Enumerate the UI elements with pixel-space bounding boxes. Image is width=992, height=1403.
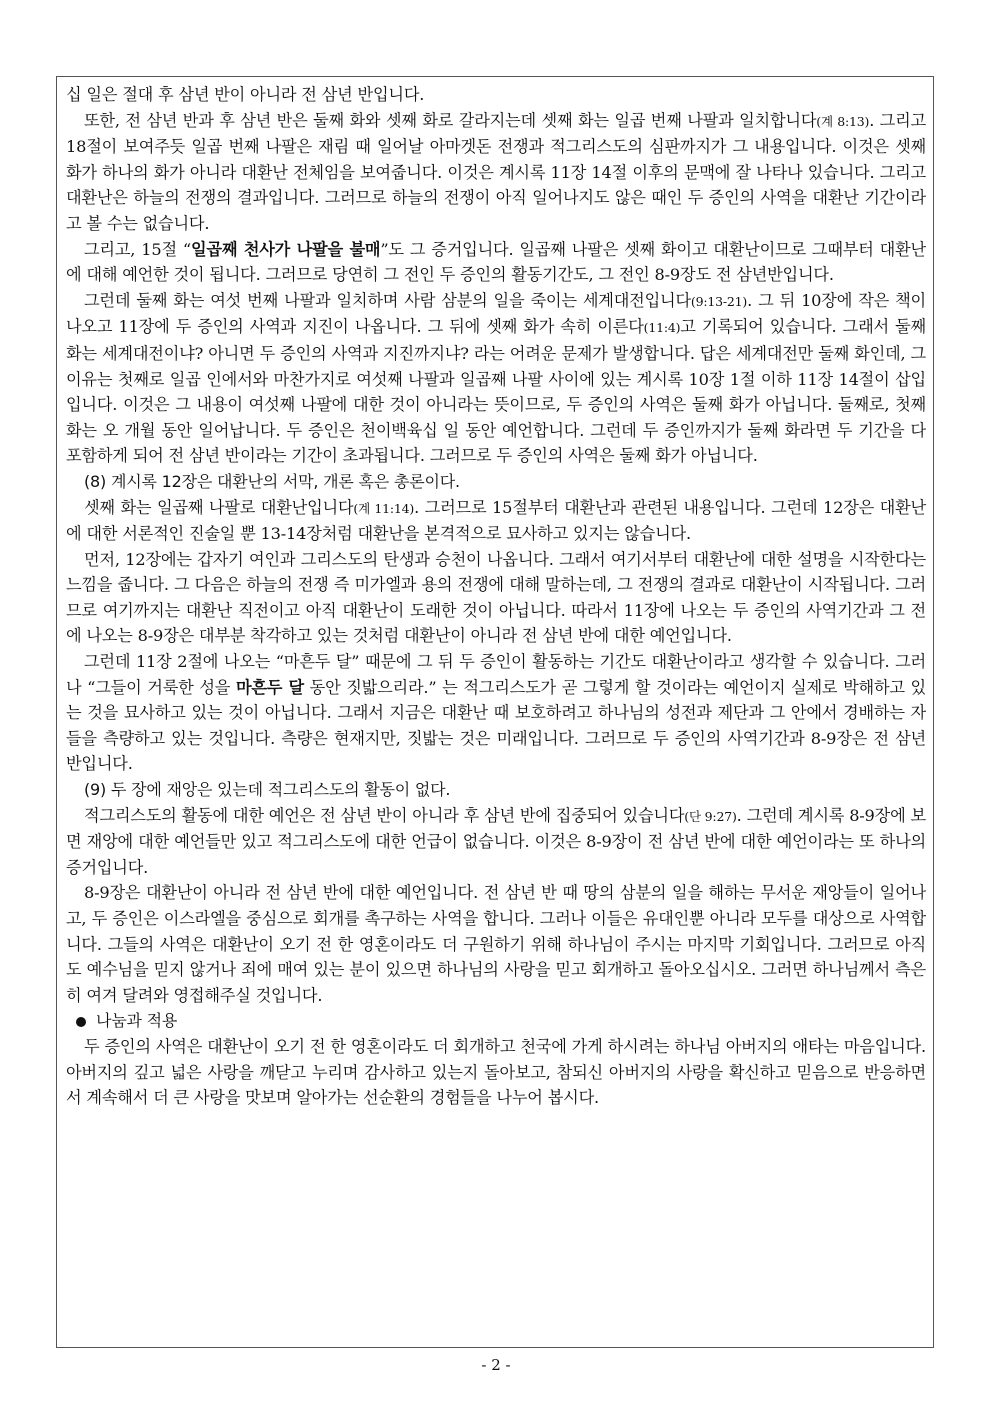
paragraph-text: ”도 그 증거입니다. 일곱째 나팔은 셋째 화이고 대환난이므로 그때부터 대환난에 대해 예언한 것이 됩니다. 그러므로 당연히 그 전인 두 증인의 활동기간도, 그 전인 8-9장도 전 삼년반입니다. [66, 239, 926, 285]
paragraph-text: 두 증인의 사역은 대환난이 오기 전 한 영혼이라도 더 회개하고 천국에 가게 하시려는 하나님 아버지의 애타는 마음입니다. 아버지의 깊고 넓은 사랑을 깨닫고 누리며 감사하고 있는지 돌아보고, 참되신 아버지의 사랑을 확신하고 믿음으로 반응하면서 계속해서 더 큰 사랑을 맛보며 알아가는 선순환의 경험들을 나누어 봅시다. [66, 1036, 926, 1108]
scripture-reference: (9:13-21) [690, 293, 748, 309]
paragraph-text: 그런데 11장 2절에 나오는 “마흔두 달” 때문에 그 뒤 두 증인이 활동하는 기간도 대환난이라고 생각할 수 있습니다. 그러나 “그들이 거룩한 성을 [66, 652, 926, 697]
scripture-reference: (계 11:14) [353, 500, 415, 516]
paragraph-text: 동안 짓밟으리라.” 는 적그리스도가 곧 그렇게 할 것이라는 예언이지 실제로 박해하고 있는 것을 묘사하고 있는 것이 아닙니다. 그래서 지금은 대환난 때 보호하려고 하나님의 성전과 제단과 그 안에서 경배하는 자들을 측량하고 있는 것입니다. 측량은 현재지만, 짓밟는 것은 미래입니다. 그러므로 두 증인의 사역기간과 8-9장은 전 삼년 반입니다. [66, 677, 926, 774]
paragraph-text: 8-9장은 대환난이 아니라 전 삼년 반에 대한 예언입니다. 전 삼년 반 때 땅의 삼분의 일을 해하는 무서운 재앙들이 일어나고, 두 증인은 이스라엘을 중심으로 회개를 촉구하는 사역을 합니다. 그러나 이들은 유대인뿐 아니라 모두를 대상으로 사역합니다. 그들의 사역은 대환난이 오기 전 한 영혼이라도 더 구원하기 위해 하나님이 주시는 마지막 기회입니다. 그러므로 아직도 예수님을 믿지 않거나 죄에 매여 있는 분이 있으면 하나님의 사랑을 믿고 회개하고 돌아오십시오. 그러면 하나님께서 측은히 여겨 달려와 영접해주실 것입니다. [66, 883, 926, 1005]
paragraph [66, 82, 926, 108]
page-number: - 2 - [481, 1356, 511, 1374]
paragraph [66, 495, 926, 547]
scripture-reference: (계 8:13) [816, 113, 870, 129]
emphasized-quote: 마흔두 달 [235, 677, 304, 697]
scripture-reference: (단 9:27) [684, 808, 737, 824]
paragraph-text: . 그런데 계시록 8-9장에 보면 재앙에 대한 예언들만 있고 적그리스도에 대한 언급이 없습니다. 이것은 8-9장이 전 삼년 반에 대한 예언이라는 또 하나의 증거입니다. [66, 805, 926, 877]
section-title [66, 1008, 926, 1034]
paragraph [66, 880, 926, 1008]
paragraph [66, 108, 926, 237]
paragraph [66, 237, 926, 288]
paragraph-text: 그리고, 15절 “ [84, 239, 191, 259]
paragraph-text: . 그리고 18절이 보여주듯 일곱 번째 나팔은 재림 때 일어날 아마겟돈 전쟁과 적그리스도의 심판까지가 그 내용입니다. 이것은 셋째 화가 하나의 화가 아니라 대환난 전체임을 보여줍니다. 이것은 계시록 11장 14절 이후의 문맥에 잘 나타나 있습니다. 그리고 대환난은 하늘의 전쟁의 결과입니다. 그러므로 하늘의 전쟁이 아직 일어나지도 않은 때인 두 증인의 사역을 대환난 기간이라고 볼 수는 없습니다. [66, 110, 926, 233]
paragraph [66, 1034, 926, 1111]
emphasized-quote: 일곱째 천사가 나팔을 불매 [191, 239, 381, 259]
paragraph-text: . 그러므로 15절부터 대환난과 관련된 내용입니다. 그런데 12장은 대환난에 대한 서론적인 진술일 뿐 13-14장처럼 대환난을 본격적으로 묘사하고 있지는 않습니다. [66, 497, 926, 544]
paragraph-text: 적그리스도의 활동에 대한 예언은 전 삼년 반이 아니라 후 삼년 반에 집중되어 있습니다 [84, 805, 685, 825]
subheading: (8) 계시록 12장은 대환난의 서막, 개론 혹은 총론이다. [84, 471, 460, 491]
paragraph-text: 십 일은 절대 후 삼년 반이 아니라 전 삼년 반입니다. [66, 85, 425, 104]
paragraph [66, 288, 926, 469]
paragraph [66, 649, 926, 777]
paragraph-text: 또한, 전 삼년 반과 후 삼년 반은 둘째 화와 셋째 화로 갈라지는데 셋째 화는 일곱 번째 나팔과 일치합니다 [84, 110, 817, 130]
paragraph-text: 고 기록되어 있습니다. 그래서 둘째 화는 세계대전이냐? 아니면 두 증인의 사역과 지진까지냐? 라는 어려운 문제가 발생합니다. 답은 세계대전만 둘째 화인데, 그 이유는 첫째로 일곱 인에서와 마찬가지로 여섯째 나팔과 일곱째 나팔 사이에 있는 계시록 10장 1절 이하 11장 14절이 삽입입니다. 이것은 그 내용이 여섯째 나팔에 대한 것이 아니라는 뜻이므로, 두 증인의 사역은 둘째 화가 아닙니다. 둘째로, 첫째 화는 오 개월 동안 일어납니다. 두 증인은 천이백육십 일 동안 예언합니다. 그런데 두 증인까지가 둘째 화라면 두 기간을 다 포함하게 되어 전 삼년 반이라는 기간이 초과됩니다. 그러므로 두 증인의 사역은 둘째 화가 아닙니다. [66, 317, 926, 466]
paragraph-text: . 그 뒤 10장에 작은 책이 나오고 11장에 두 증인의 사역과 지진이 나옵니다. 그 뒤에 셋째 화가 속히 이른다 [66, 290, 926, 337]
paragraph [66, 547, 926, 649]
scripture-reference: (11:4) [643, 320, 681, 336]
bullet-icon [76, 1017, 86, 1027]
paragraph-text: 그런데 둘째 화는 여섯 번째 나팔과 일치하며 사람 삼분의 일을 죽이는 세계대전입니다 [84, 290, 691, 310]
subheading: (9) 두 장에 재앙은 있는데 적그리스도의 활동이 없다. [84, 780, 451, 800]
paragraph [66, 803, 926, 881]
section-title-text: 나눔과 적용 [96, 1011, 178, 1031]
paragraph-text: 먼저, 12장에는 갑자기 여인과 그리스도의 탄생과 승천이 나옵니다. 그래서 여기서부터 대환난에 대한 설명을 시작한다는 느낌을 줍니다. 그 다음은 하늘의 전쟁 즉 미가엘과 용의 전쟁에 대해 말하는데, 그 전쟁의 결과로 대환난이 시작됩니다. 그러므로 여기까지는 대환난 직전이고 아직 대환난이 도래한 것이 아닙니다. 따라서 11장에 나오는 두 증인의 사역기간과 그 전에 나오는 8-9장은 대부분 착각하고 있는 것처럼 대환난이 아니라 전 삼년 반에 대한 예언입니다. [66, 549, 926, 646]
paragraph-text: 셋째 화는 일곱째 나팔로 대환난입니다 [84, 497, 354, 517]
document-body [66, 82, 926, 1111]
